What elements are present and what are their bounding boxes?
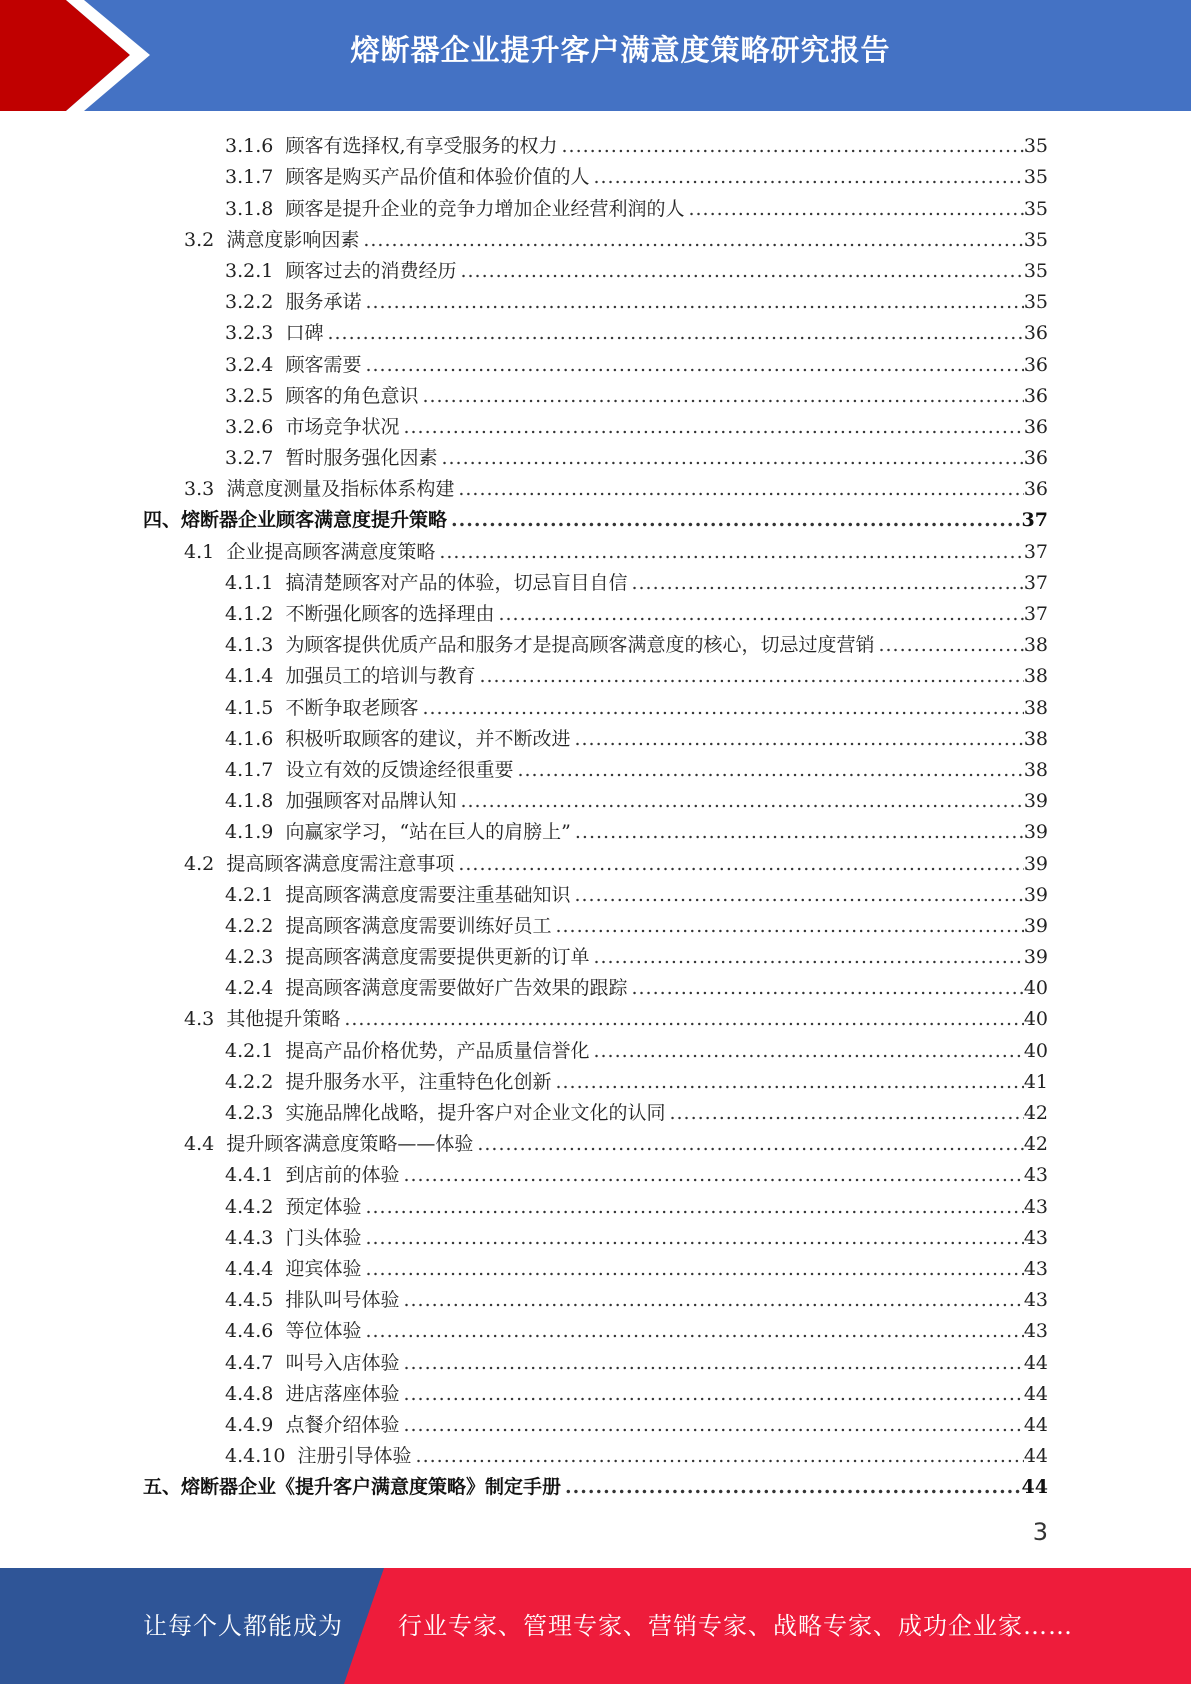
- toc-entry[interactable]: [0, 1094, 1191, 1125]
- toc-entry-number: 4.1.4: [225, 665, 274, 688]
- toc-entry-page: 38: [1023, 758, 1048, 781]
- toc-entry[interactable]: [0, 1000, 1191, 1031]
- toc-leader-dots: [363, 228, 1023, 252]
- toc-leader-dots: [593, 945, 1023, 969]
- toc-entry-page: 36: [1023, 322, 1048, 345]
- toc-entry[interactable]: [0, 283, 1191, 314]
- toc-entry-number: 3.1.7: [225, 166, 274, 189]
- toc-entry[interactable]: [0, 470, 1191, 501]
- toc-entry-number: 3.2.3: [225, 322, 274, 345]
- toc-entry-title: 向赢家学习，“站在巨人的肩膀上”: [285, 821, 571, 844]
- toc-entry-number: 五、: [143, 1476, 182, 1499]
- report-title: 熔断器企业提升客户满意度策略研究报告: [350, 33, 891, 67]
- header-arrow-icon: [0, 0, 160, 111]
- toc-entry-title: 满意度测量及指标体系构建: [226, 478, 455, 501]
- toc-leader-dots: [477, 1132, 1023, 1156]
- toc-leader-dots: [458, 477, 1023, 501]
- toc-entry-number: 4.1.2: [225, 603, 274, 625]
- toc-entry-title: 门头体验: [285, 1226, 362, 1249]
- toc-entry-title: 实施品牌化战略，提升客户对企业文化的认同: [285, 1102, 666, 1124]
- toc-leader-dots: [574, 727, 1023, 751]
- toc-entry-number: 3.2.4: [225, 353, 274, 376]
- toc-entry[interactable]: [0, 501, 1191, 532]
- toc-entry-number: 4.4.1: [225, 1164, 274, 1187]
- toc-entry[interactable]: [0, 408, 1191, 439]
- toc-entry[interactable]: [0, 1375, 1191, 1406]
- toc-entry-number: 4.4.8: [225, 1382, 274, 1405]
- toc-entry-title: 顾客需要: [285, 353, 362, 376]
- toc-entry[interactable]: [0, 969, 1191, 1000]
- toc-entry[interactable]: [0, 876, 1191, 907]
- toc-leader-dots: [555, 914, 1023, 938]
- toc-entry-title: 熔断器企业顾客满意度提升策略: [181, 509, 448, 532]
- toc-entry[interactable]: [0, 127, 1191, 158]
- toc-entry[interactable]: [0, 907, 1191, 938]
- toc-leader-dots: [365, 1226, 1023, 1250]
- toc-entry-page: 44: [1023, 1413, 1048, 1436]
- toc-entry-page: 35: [1023, 166, 1048, 189]
- toc-entry-title: 提升服务水平，注重特色化创新: [285, 1070, 552, 1093]
- toc-leader-dots: [517, 758, 1023, 782]
- toc-entry-title: 满意度影响因素: [226, 228, 360, 251]
- toc-entry-title: 市场竞争状况: [285, 415, 400, 438]
- toc-entry-number: 3.2.7: [225, 447, 274, 470]
- toc-entry-page: 36: [1023, 353, 1048, 376]
- toc-entry[interactable]: [0, 751, 1191, 782]
- toc-entry-title: 顾客有选择权,有享受服务的权力: [285, 135, 558, 158]
- toc-entry-number: 3.1.8: [225, 197, 274, 220]
- toc-leader-dots: [451, 508, 1022, 532]
- toc-entry-number: 3.2.2: [225, 291, 274, 314]
- toc-leader-dots: [422, 696, 1023, 720]
- toc-entry[interactable]: [0, 844, 1191, 875]
- toc-entry-title: 设立有效的反馈途经很重要: [285, 758, 514, 781]
- toc-entry-page: 38: [1023, 665, 1048, 688]
- toc-entry-title: 提高顾客满意度需要提供更新的订单: [285, 946, 590, 969]
- toc-entry[interactable]: [0, 1219, 1191, 1250]
- toc-entry-page: 43: [1023, 1289, 1048, 1312]
- toc-leader-dots: [458, 852, 1023, 876]
- page-number: 3: [1032, 1518, 1048, 1546]
- toc-entry-title: 提高顾客满意度需要做好广告效果的跟踪: [285, 977, 628, 1000]
- toc-leader-dots: [460, 789, 1023, 813]
- toc-entry-page: 44: [1021, 1476, 1048, 1499]
- toc-leader-dots: [460, 259, 1023, 283]
- toc-entry-title: 到店前的体验: [285, 1164, 400, 1187]
- toc-entry-title: 顾客是购买产品价值和体验价值的人: [285, 166, 590, 189]
- toc-entry-page: 39: [1023, 946, 1048, 969]
- toc-entry-number: 4.2.1: [225, 883, 274, 906]
- toc-leader-dots: [403, 1288, 1023, 1312]
- toc-entry-number: 3.2.6: [225, 415, 274, 438]
- toc-entry-page: 44: [1023, 1445, 1048, 1468]
- toc-leader-dots: [593, 165, 1023, 189]
- toc-entry-page: 43: [1023, 1226, 1048, 1249]
- toc-entry-number: 4.1.9: [225, 821, 274, 844]
- toc-entry-title: 顾客过去的消费经历: [285, 259, 457, 282]
- toc-entry-number: 3.2.1: [225, 259, 274, 282]
- toc-entry-title: 点餐介绍体验: [285, 1413, 400, 1436]
- toc-entry-number: 4.4.7: [225, 1351, 274, 1374]
- toc-entry-page: 35: [1023, 135, 1048, 158]
- toc-leader-dots: [498, 602, 1023, 626]
- toc-entry-title: 提高产品价格优势，产品质量信誉化: [285, 1039, 590, 1062]
- toc-leader-dots: [403, 1163, 1023, 1187]
- toc-entry-title: 排队叫号体验: [285, 1289, 400, 1312]
- toc-entry[interactable]: [0, 189, 1191, 220]
- toc-entry[interactable]: [0, 1063, 1191, 1094]
- toc-entry-title: 等位体验: [285, 1320, 362, 1343]
- toc-entry-number: 4.2.4: [225, 977, 274, 1000]
- toc-entry-number: 3.1.6: [225, 135, 274, 158]
- toc-entry-title: 加强顾客对品牌认知: [285, 790, 457, 813]
- toc-leader-dots: [365, 1319, 1023, 1343]
- toc-entry-page: 40: [1023, 1008, 1048, 1031]
- toc-entry-page: 37: [1023, 540, 1048, 563]
- toc-leader-dots: [403, 415, 1023, 439]
- page-header: [0, 0, 1191, 111]
- toc-leader-dots: [344, 1007, 1023, 1031]
- toc-entry[interactable]: [0, 158, 1191, 189]
- toc-entry[interactable]: [0, 439, 1191, 470]
- toc-entry-title: 提升顾客满意度策略——体验: [226, 1133, 474, 1156]
- toc-entry[interactable]: [0, 1343, 1191, 1374]
- toc-entry-page: 38: [1023, 727, 1048, 750]
- toc-entry-page: 44: [1023, 1382, 1048, 1405]
- toc-entry-title: 提高顾客满意度需注意事项: [226, 852, 455, 875]
- toc-entry-number: 4.4.9: [225, 1413, 274, 1436]
- toc-entry-number: 4.4: [184, 1133, 215, 1156]
- toc-entry-number: 4.1.8: [225, 790, 274, 813]
- toc-entry-title: 提高顾客满意度需要注重基础知识: [285, 883, 571, 906]
- toc-entry-number: 3.3: [184, 478, 215, 501]
- toc-entry-page: 40: [1023, 977, 1048, 1000]
- toc-entry-page: 37: [1023, 571, 1048, 594]
- toc-entry-page: 35: [1023, 228, 1048, 251]
- toc-entry[interactable]: [0, 1406, 1191, 1437]
- toc-leader-dots: [365, 1195, 1023, 1219]
- toc-leader-dots: [439, 540, 1023, 564]
- toc-entry-number: 4.1.5: [225, 696, 274, 719]
- toc-entry-page: 37: [1021, 509, 1048, 532]
- toc-entry[interactable]: [0, 1125, 1191, 1156]
- footer-slogan-left: 让每个人都能成为: [143, 1612, 343, 1640]
- toc-entry-number: 4.1.6: [225, 727, 274, 750]
- toc-leader-dots: [416, 1444, 1024, 1468]
- toc-entry-title: 进店落座体验: [285, 1382, 400, 1405]
- toc-entry-page: 42: [1023, 1102, 1048, 1124]
- toc-entry-page: 35: [1023, 291, 1048, 314]
- toc-entry-number: 4.1.3: [225, 634, 274, 657]
- toc-entry[interactable]: [0, 657, 1191, 688]
- toc-entry-page: 37: [1023, 603, 1048, 625]
- toc-leader-dots: [422, 384, 1023, 408]
- toc-leader-dots: [631, 976, 1023, 1000]
- toc-leader-dots: [403, 1382, 1023, 1406]
- toc-entry-page: 39: [1023, 914, 1048, 937]
- toc-entry-page: 39: [1023, 790, 1048, 813]
- toc-entry-page: 39: [1023, 821, 1048, 844]
- toc-entry-title: 熔断器企业《提升客户满意度策略》制定手册: [181, 1476, 562, 1499]
- toc-entry-title: 服务承诺: [285, 291, 362, 314]
- toc-entry-number: 4.4.3: [225, 1226, 274, 1249]
- toc-entry-page: 36: [1023, 415, 1048, 438]
- toc-entry[interactable]: [0, 564, 1191, 595]
- toc-entry-number: 4.2.2: [225, 1070, 274, 1093]
- toc-entry[interactable]: [0, 532, 1191, 563]
- toc-leader-dots: [631, 571, 1023, 595]
- toc-entry-title: 叫号入店体验: [285, 1351, 400, 1374]
- toc-entry-title: 提高顾客满意度需要训练好员工: [285, 914, 552, 937]
- toc-entry-number: 4.3: [184, 1008, 215, 1031]
- toc-leader-dots: [593, 1039, 1023, 1063]
- toc-entry[interactable]: [0, 1437, 1191, 1468]
- toc-entry[interactable]: [0, 377, 1191, 408]
- toc-leader-dots: [365, 1257, 1023, 1281]
- toc-entry-page: 35: [1023, 259, 1048, 282]
- toc-entry-page: 42: [1023, 1133, 1048, 1156]
- toc-entry-number: 4.4.4: [225, 1257, 274, 1280]
- toc-entry-page: 43: [1023, 1257, 1048, 1280]
- toc-entry-number: 4.1: [184, 540, 215, 563]
- toc-entry-title: 预定体验: [285, 1195, 362, 1218]
- toc-entry-number: 4.2: [184, 852, 215, 875]
- toc-entry-number: 4.1.1: [225, 571, 274, 594]
- toc-entry-title: 暂时服务强化因素: [285, 447, 438, 470]
- toc-leader-dots: [669, 1101, 1023, 1125]
- toc-entry[interactable]: [0, 345, 1191, 376]
- toc-leader-dots: [565, 1475, 1022, 1499]
- toc-entry[interactable]: [0, 720, 1191, 751]
- toc-entry-title: 其他提升策略: [226, 1008, 341, 1031]
- toc-entry-page: 43: [1023, 1164, 1048, 1187]
- toc-entry-number: 4.1.7: [225, 758, 274, 781]
- toc-entry[interactable]: [0, 252, 1191, 283]
- toc-entry-page: 36: [1023, 447, 1048, 470]
- toc-entry-number: 4.4.2: [225, 1195, 274, 1218]
- toc-entry-page: 38: [1023, 634, 1048, 657]
- toc-entry[interactable]: [0, 1281, 1191, 1312]
- toc-entry-title: 顾客是提升企业的竞争力增加企业经营利润的人: [285, 197, 685, 220]
- toc-entry[interactable]: [0, 1312, 1191, 1343]
- toc-entry-title: 不断争取老顾客: [285, 696, 419, 719]
- footer-slogan-right: 行业专家、管理专家、营销专家、战略专家、成功企业家……: [398, 1612, 1073, 1640]
- toc-entry-number: 4.2.3: [225, 946, 274, 969]
- table-of-contents: [0, 127, 1191, 1499]
- toc-entry-title: 迎宾体验: [285, 1257, 362, 1280]
- toc-entry-title: 搞清楚顾客对产品的体验，切忌盲目自信: [285, 571, 628, 594]
- toc-entry-title: 不断强化顾客的选择理由: [285, 603, 495, 625]
- toc-entry-number: 4.4.5: [225, 1289, 274, 1312]
- toc-leader-dots: [878, 633, 1023, 657]
- toc-entry-number: 4.4.10: [225, 1445, 286, 1468]
- toc-entry-title: 为顾客提供优质产品和服务才是提高顾客满意度的核心，切忌过度营销: [285, 634, 875, 657]
- toc-leader-dots: [555, 1070, 1023, 1094]
- toc-entry[interactable]: [0, 782, 1191, 813]
- toc-entry-page: 41: [1023, 1070, 1048, 1093]
- toc-entry-number: 3.2: [184, 228, 215, 251]
- toc-entry[interactable]: [0, 626, 1191, 657]
- toc-entry-page: 43: [1023, 1320, 1048, 1343]
- toc-entry-number: 四、: [143, 509, 182, 532]
- toc-leader-dots: [688, 197, 1023, 221]
- toc-leader-dots: [403, 1413, 1023, 1437]
- toc-leader-dots: [575, 820, 1024, 844]
- toc-entry-title: 加强员工的培训与教育: [285, 665, 476, 688]
- toc-entry-page: 36: [1023, 384, 1048, 407]
- toc-entry-title: 顾客的角色意识: [285, 384, 419, 407]
- toc-entry-title: 口碑: [285, 322, 324, 345]
- toc-entry-page: 43: [1023, 1195, 1048, 1218]
- toc-entry-title: 注册引导体验: [297, 1445, 412, 1468]
- toc-entry-number: 4.2.3: [225, 1102, 274, 1124]
- toc-entry[interactable]: [0, 813, 1191, 844]
- toc-entry[interactable]: [0, 1031, 1191, 1062]
- toc-entry[interactable]: [0, 938, 1191, 969]
- toc-entry[interactable]: [0, 595, 1191, 626]
- toc-entry[interactable]: [0, 221, 1191, 252]
- toc-entry[interactable]: [0, 1156, 1191, 1187]
- toc-entry-page: 39: [1023, 883, 1048, 906]
- toc-entry[interactable]: [0, 688, 1191, 719]
- toc-leader-dots: [403, 1351, 1023, 1375]
- toc-leader-dots: [327, 321, 1023, 345]
- toc-entry[interactable]: [0, 1187, 1191, 1218]
- toc-entry-number: 4.2.2: [225, 914, 274, 937]
- toc-entry-title: 企业提高顾客满意度策略: [226, 540, 436, 563]
- toc-entry-page: 36: [1023, 478, 1048, 501]
- toc-entry-page: 35: [1023, 197, 1048, 220]
- toc-entry-number: 3.2.5: [225, 384, 274, 407]
- toc-entry-page: 40: [1023, 1039, 1048, 1062]
- toc-entry[interactable]: [0, 1468, 1191, 1499]
- toc-leader-dots: [441, 446, 1023, 470]
- toc-leader-dots: [574, 883, 1023, 907]
- toc-entry-page: 39: [1023, 852, 1048, 875]
- toc-leader-dots: [479, 664, 1023, 688]
- toc-leader-dots: [365, 290, 1023, 314]
- toc-entry-page: 44: [1023, 1351, 1048, 1374]
- page-footer: [0, 1568, 1191, 1684]
- toc-entry-number: 4.2.1: [225, 1039, 274, 1062]
- toc-entry[interactable]: [0, 314, 1191, 345]
- toc-entry-page: 38: [1023, 696, 1048, 719]
- toc-entry-title: 积极听取顾客的建议，并不断改进: [285, 727, 571, 750]
- toc-leader-dots: [365, 353, 1023, 377]
- toc-entry[interactable]: [0, 1250, 1191, 1281]
- toc-entry-number: 4.4.6: [225, 1320, 274, 1343]
- toc-leader-dots: [562, 134, 1024, 158]
